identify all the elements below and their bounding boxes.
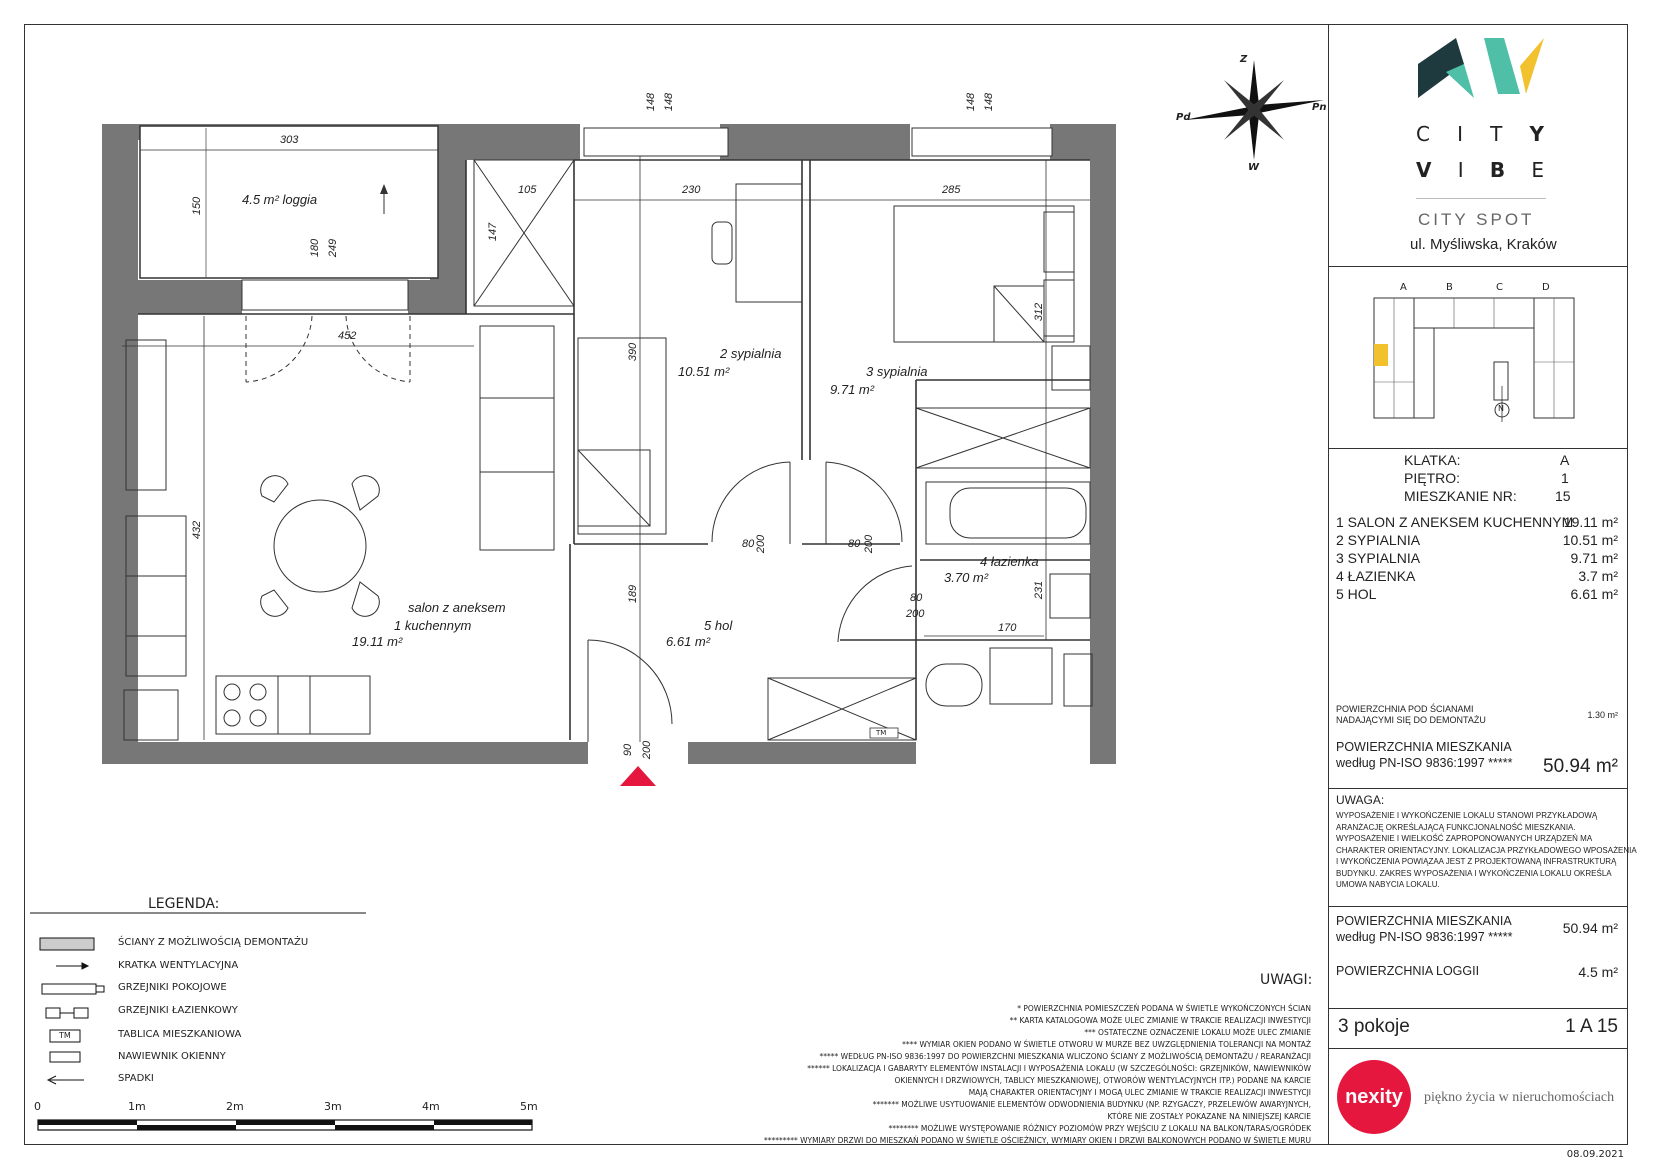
logo-divider [1416,198,1546,199]
summary-loggia-label: POWIERZCHNIA LOGGII [1336,964,1480,978]
project-name: CITY SPOT [1418,210,1535,229]
project-address: ul. Myśliwska, Kraków [1410,236,1557,253]
room-5-label: 5 hol [704,618,733,633]
room-list-2-area: 10.51 m² [1562,532,1618,548]
dim-189: 189 [627,584,640,604]
sidebar-line-2 [1328,448,1628,449]
dim-230: 230 [682,184,701,196]
unit-code: 1 A 15 [1565,1016,1618,1037]
loggia-label: 4.5 m² loggia [242,192,318,207]
room-5-area: 6.61 m² [666,634,711,649]
legend-item-vent: KRATKA WENTYLACYJNA [118,960,239,971]
door-80-c: 80 [910,592,923,604]
entry-200: 200 [641,740,654,760]
compass-n: Z [1240,54,1248,65]
scale-4m: 4m [422,1100,440,1113]
summary-area-label-2: według PN-ISO 9836:1997 ***** [1336,930,1513,944]
tm-box-label: TM [876,729,887,737]
legend-item-walls: ŚCIANY Z MOŻLIWOŚCIĄ DEMONTAŻU [118,937,309,948]
scale-0: 0 [34,1100,41,1113]
entry-90: 90 [622,743,635,757]
room-list-1-area: 19.11 m² [1563,514,1618,530]
room-list-3-name: 3 SYPIALNIA [1336,550,1421,566]
room-list-4-area: 3.7 m² [1578,568,1618,584]
dim-148-a: 148 [645,92,658,112]
dim-312: 312 [1033,302,1046,322]
room-1-name-1: salon z aneksem [408,600,506,615]
klatka-value: A [1560,452,1570,468]
total-area-label-1: POWIERZCHNIA MIESZKANIA [1336,740,1512,754]
nexity-logo: nexity [1337,1060,1411,1134]
dim-285: 285 [942,184,961,196]
room-4-label: 4 łazienka [980,554,1039,569]
dim-148-d: 148 [983,92,996,112]
dim-147: 147 [487,222,500,242]
legend-title: LEGENDA: [148,896,220,912]
dim-148-b: 148 [663,92,676,112]
keyplan-north: N [1498,404,1504,413]
entrance-arrow [620,766,656,786]
room-list-1-name: 1 SALON Z ANEKSEM KUCHENNYM [1336,514,1574,530]
klatka-label: KLATKA: [1404,452,1461,468]
demolition-label-1: POWIERZCHNIA POD ŚCIANAMI [1336,704,1474,714]
summary-loggia-value: 4.5 m² [1578,964,1618,980]
room-3-label: 3 sypialnia [866,364,928,379]
room-1-label: 1 kuchennym [394,618,472,633]
total-area-value: 50.94 m² [1543,756,1618,777]
room-list-3-area: 9.71 m² [1570,550,1618,566]
legend-tm: TM [59,1031,71,1040]
dim-105: 105 [518,184,537,196]
door-200-a: 200 [755,534,768,554]
scale-5m: 5m [520,1100,538,1113]
logo-city: C I T Y [1416,122,1546,146]
room-4-area: 3.70 m² [944,570,989,585]
sidebar-line-1 [1328,266,1628,267]
uwaga-text: WYPOSAŻENIE I WYKOŃCZENIE LOKALU STANOWI PRZYKŁADOWĄ ARANŻACJĘ OKREŚLAJĄCĄ FUNKCJONALNOŚĆ MIESZKANIA. WYPOSAŻENIE I WIELKOŚĆ ZAPROPONOWANYCH URZĄDZEŃ MA CHARAKTER ORIENTACYJNY. LOKALIZACJA PRZYKŁADOWEGO WPOSAŻENIA I WYKOŃCZENIA POWIĄZAA JEST Z PROJEKTOWANĄ INFRASTRUKTURĄ BUDYNKU. ZAKRES WYPOSAŻENIA I WYKOŃCZENIA LOKALU OKREŚLA UMOWA NABYCIA LOKALU. [1336,811,1637,889]
compass-w: Pd [1176,112,1191,123]
legend-item-trickle-vent: NAWIEWNIK OKIENNY [118,1051,226,1062]
total-area-label-2: według PN-ISO 9836:1997 ***** [1336,756,1513,770]
scale-1m: 1m [128,1100,146,1113]
room-2-area: 10.51 m² [678,364,730,379]
dim-150: 150 [191,196,204,216]
room-3-area: 9.71 m² [830,382,875,397]
dim-180: 180 [309,238,322,258]
uwagi-notes: * POWIERZCHNIA POMIESZCZEŃ PODANA W ŚWIETLE WYKOŃCZONYCH ŚCIAN ** KARTA KATALOGOWA MOŻE ULEC ZMIANIE W TRAKCIE REALIZACJI INWESTYCJI *** OSTATECZNE OZNACZENIE LOKALU MOŻE ULEC ZMIANIE **** WYMIAR OKIEN PODANO W ŚWIETLE OTWORU W MURZE BEZ UWZGLĘDNIENIA TOLERANCJI NA MONTAŻ ***** WEDŁUG PN-ISO 9836:1997 DO POWIERZCHNI MIESZKANIA WLICZONO ŚCIANY Z MOŻLIWOŚCIĄ DEMONTAŻU / REARANŻACJI ****** LOKALIZACJA I GABARYTY ELEMENTÓW INSTALACJI I WYPOSAŻENIA LOKALU (W SZCZEGÓLNOŚCI: GRZEJNIKÓW, NAWIEWNIKÓW OKIENNYCH I DRZWIOWYCH, TABLICY MIESZKANIOWEJ, OTWORÓW WENTYLACYJNYCH ITP.) PODANE NA KARCIE MAJĄ CHARAKTER ORIENTACYJNY I MOGĄ ULEC ZMIANIE W TRAKCIE REALIZACJI INWESTYCJI ******* MOŻLIWE USYTUOWANIE ELEMENTÓW ODWODNIENIA BUDYNKU (NP. RZYGACZY, PRZELEWÓW AWARYJNYCH, KTÓRE NIE ZOSTAŁY POKAZANE NA NINIEJSZEJ KARCIE ******** MOŻLIWE WYSTĘPOWANIE RÓŻNICY POZIOMÓW PRZY WEJŚCIU Z LOKALU NA BALKON/TARAS/OGRÓDEK ********* WYMIARY DRZWI DO MIESZKAŃ PODANO W ŚWIETLE OŚCIEŻNICY, WYMIARY OKIEN I DRZWI BALKONOWYCH PODANO W ŚWIETLE MURU [763,1004,1311,1145]
legend-item-slopes: SPADKI [118,1073,154,1084]
demolition-value: 1.30 m² [1587,710,1618,720]
uwagi-title: UWAGI: [1260,972,1313,988]
compass-icon [1184,60,1327,160]
dim-148-c: 148 [965,92,978,112]
mieszkanie-label: MIESZKANIE NR: [1404,488,1517,504]
sidebar-line-5 [1328,1008,1628,1009]
uwaga-title: UWAGA: [1336,793,1385,807]
door-200-c: 200 [906,608,925,620]
sidebar-line-4 [1328,906,1628,907]
dim-231: 231 [1033,580,1046,600]
keyplan-label-c: C [1496,282,1503,293]
dim-303: 303 [280,134,299,146]
dim-170: 170 [998,622,1017,634]
sheet-date: 08.09.2021 [1566,1149,1624,1160]
room-list-4-name: 4 ŁAZIENKA [1336,568,1416,584]
pietro-label: PIĘTRO: [1404,470,1461,486]
room-list-2-name: 2 SYPIALNIA [1336,532,1421,548]
dim-390: 390 [627,342,640,362]
compass-e: Pn [1312,102,1327,113]
room-1-area: 19.11 m² [352,634,403,649]
room-list-5-name: 5 HOL [1336,586,1377,602]
unit-rooms: 3 pokoje [1338,1016,1410,1037]
room-list-5-area: 6.61 m² [1570,586,1618,602]
legend-item-panel: TABLICA MIESZKANIOWA [118,1029,242,1040]
legend-item-bath-radiator: GRZEJNIKI ŁAZIENKOWY [118,1005,238,1016]
key-plan [1370,282,1590,432]
logo-vibe: V I B E [1416,158,1546,182]
door-80-a: 80 [742,538,755,550]
scale-2m: 2m [226,1100,244,1113]
sidebar-line-3 [1328,788,1628,789]
city-vibe-logo-icon [1416,34,1546,98]
pietro-value: 1 [1561,470,1569,486]
dim-249: 249 [327,238,340,258]
summary-area-value: 50.94 m² [1562,920,1618,936]
summary-area-label-1: POWIERZCHNIA MIESZKANIA [1336,914,1512,928]
legend-item-radiator: GRZEJNIKI POKOJOWE [118,982,227,993]
scale-3m: 3m [324,1100,342,1113]
scale-bar [38,1120,532,1130]
dim-432: 432 [191,520,204,540]
unit-highlight [1374,344,1388,366]
keyplan-label-a: A [1400,282,1407,293]
door-80-b: 80 [848,538,861,550]
keyplan-label-d: D [1542,282,1550,293]
room-2-label: 2 sypialnia [720,346,782,361]
nexity-slogan: piękno życia w nieruchomościach [1424,1090,1615,1105]
keyplan-label-b: B [1446,282,1453,293]
compass-s: W [1248,162,1260,173]
dim-452: 452 [338,330,357,342]
sidebar-line-6 [1328,1048,1628,1049]
mieszkanie-value: 15 [1555,488,1571,504]
demolition-label-2: NADAJĄCYMI SIĘ DO DEMONTAŻU [1336,715,1486,725]
door-200-b: 200 [863,534,876,554]
